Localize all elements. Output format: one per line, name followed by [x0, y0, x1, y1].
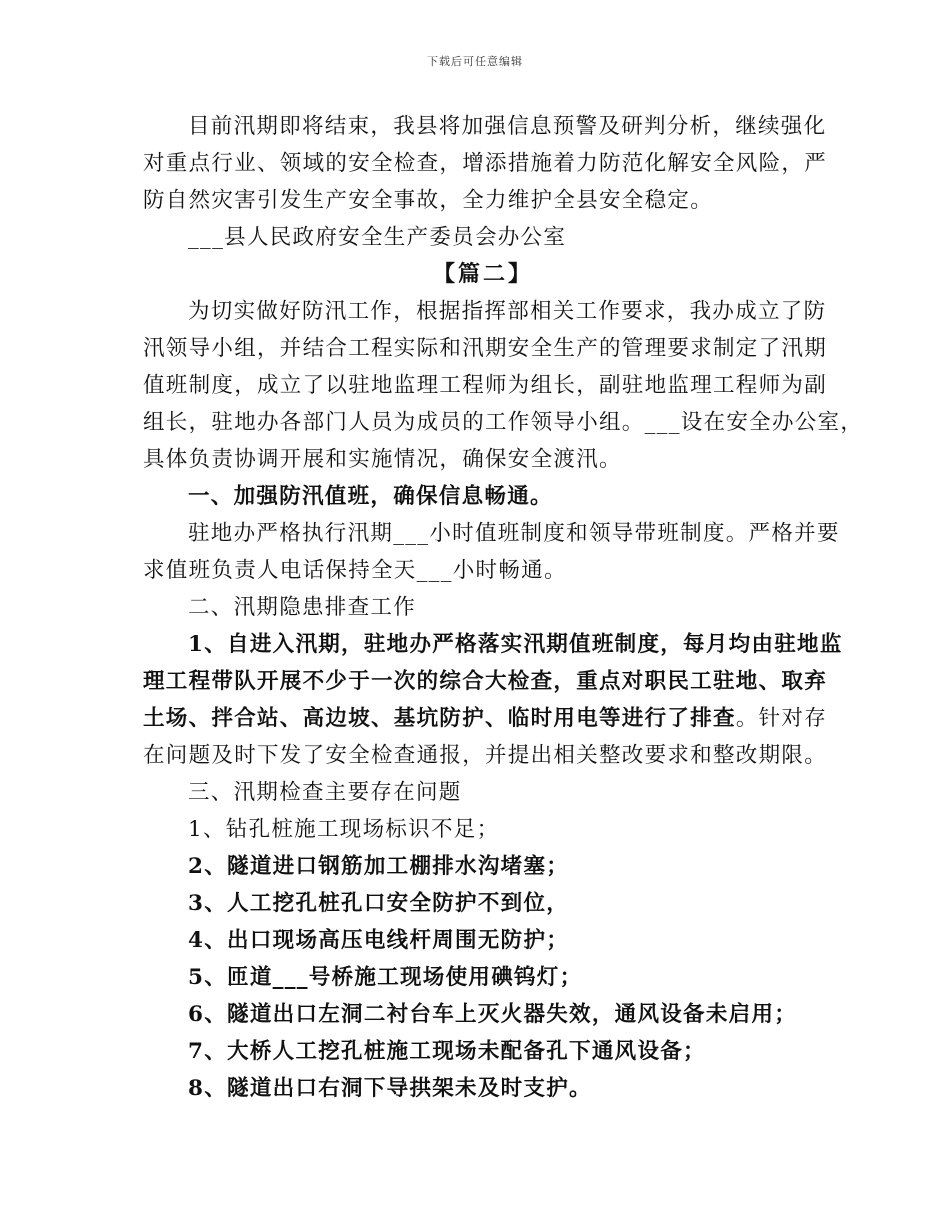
- issue-item: 3、人工挖孔桩孔口安全防护不到位，: [188, 891, 570, 916]
- issue-item: 5、匝道___号桥施工现场使用碘钨灯；: [188, 965, 583, 990]
- issue-item: 4、出口现场高压电线杆周围无防护；: [188, 928, 570, 953]
- paragraph-line: 汛领导小组，并结合工程实际和汛期安全生产的管理要求制定了汛期: [143, 336, 828, 361]
- paragraph-line: 在问题及时下发了安全检查通报，并提出相关整改要求和整改期限。: [143, 743, 828, 768]
- issue-item: 8、隧道出口右洞下导拱架未及时支护。: [188, 1076, 592, 1101]
- paragraph-line: 值班制度，成立了以驻地监理工程师为组长，副驻地监理工程师为副: [143, 373, 828, 398]
- page-header-note: 下载后可任意编辑: [427, 55, 523, 68]
- paragraph-line: 具体负责协调开展和实施情况，确保安全渡汛。: [143, 447, 622, 472]
- paragraph-line: 防自然灾害引发生产安全事故，全力维护全县安全稳定。: [143, 188, 714, 213]
- paragraph-line: 1、自进入汛期，驻地办严格落实汛期值班制度，每月均由驻地监: [188, 632, 843, 657]
- issue-item: 1、钻孔桩施工现场标识不足；: [188, 817, 500, 842]
- paragraph-line: 驻地办严格执行汛期___小时值班制度和领导带班制度。严格并要: [188, 521, 840, 546]
- paragraph-bold-span: 土场、拌合站、高边坡、基坑防护、临时用电等进行了排查: [143, 706, 736, 731]
- subheading: 二、汛期隐患排查工作: [188, 595, 417, 620]
- paragraph-line: 组长，驻地办各部门人员为成员的工作领导小组。___设在安全办公室，: [143, 410, 864, 435]
- section-title: 【篇二】: [432, 261, 533, 287]
- paragraph-line: 理工程带队开展不少于一次的综合大检查，重点对职民工驻地、取弃: [143, 669, 828, 694]
- signature-line: ___县人民政府安全生产委员会办公室: [188, 225, 567, 250]
- paragraph-line: 目前汛期即将结束，我县将加强信息预警及研判分析，继续强化: [188, 114, 827, 139]
- issue-item: 6、隧道出口左洞二衬台车上灭火器失效，通风设备未启用；: [188, 1002, 798, 1027]
- paragraph-line: 求值班负责人电话保持全天___小时畅通。: [143, 558, 567, 583]
- issue-item: 2、隧道进口钢筋加工棚排水沟堵塞；: [188, 854, 570, 879]
- paragraph-line: 为切实做好防汛工作，根据指挥部相关工作要求，我办成立了防: [188, 299, 827, 324]
- document-body: [143, 108, 864, 1107]
- subheading: 一、加强防汛值班，确保信息畅通。: [188, 484, 553, 509]
- issue-item: 7、大桥人工挖孔桩施工现场未配备孔下通风设备；: [188, 1039, 706, 1064]
- paragraph-normal-span: 。针对存: [735, 706, 828, 731]
- paragraph-line: [143, 700, 828, 737]
- subheading: 三、汛期检查主要存在问题: [188, 780, 462, 805]
- paragraph-line: 对重点行业、领域的安全检查，增添措施着力防范化解安全风险，严: [143, 151, 828, 176]
